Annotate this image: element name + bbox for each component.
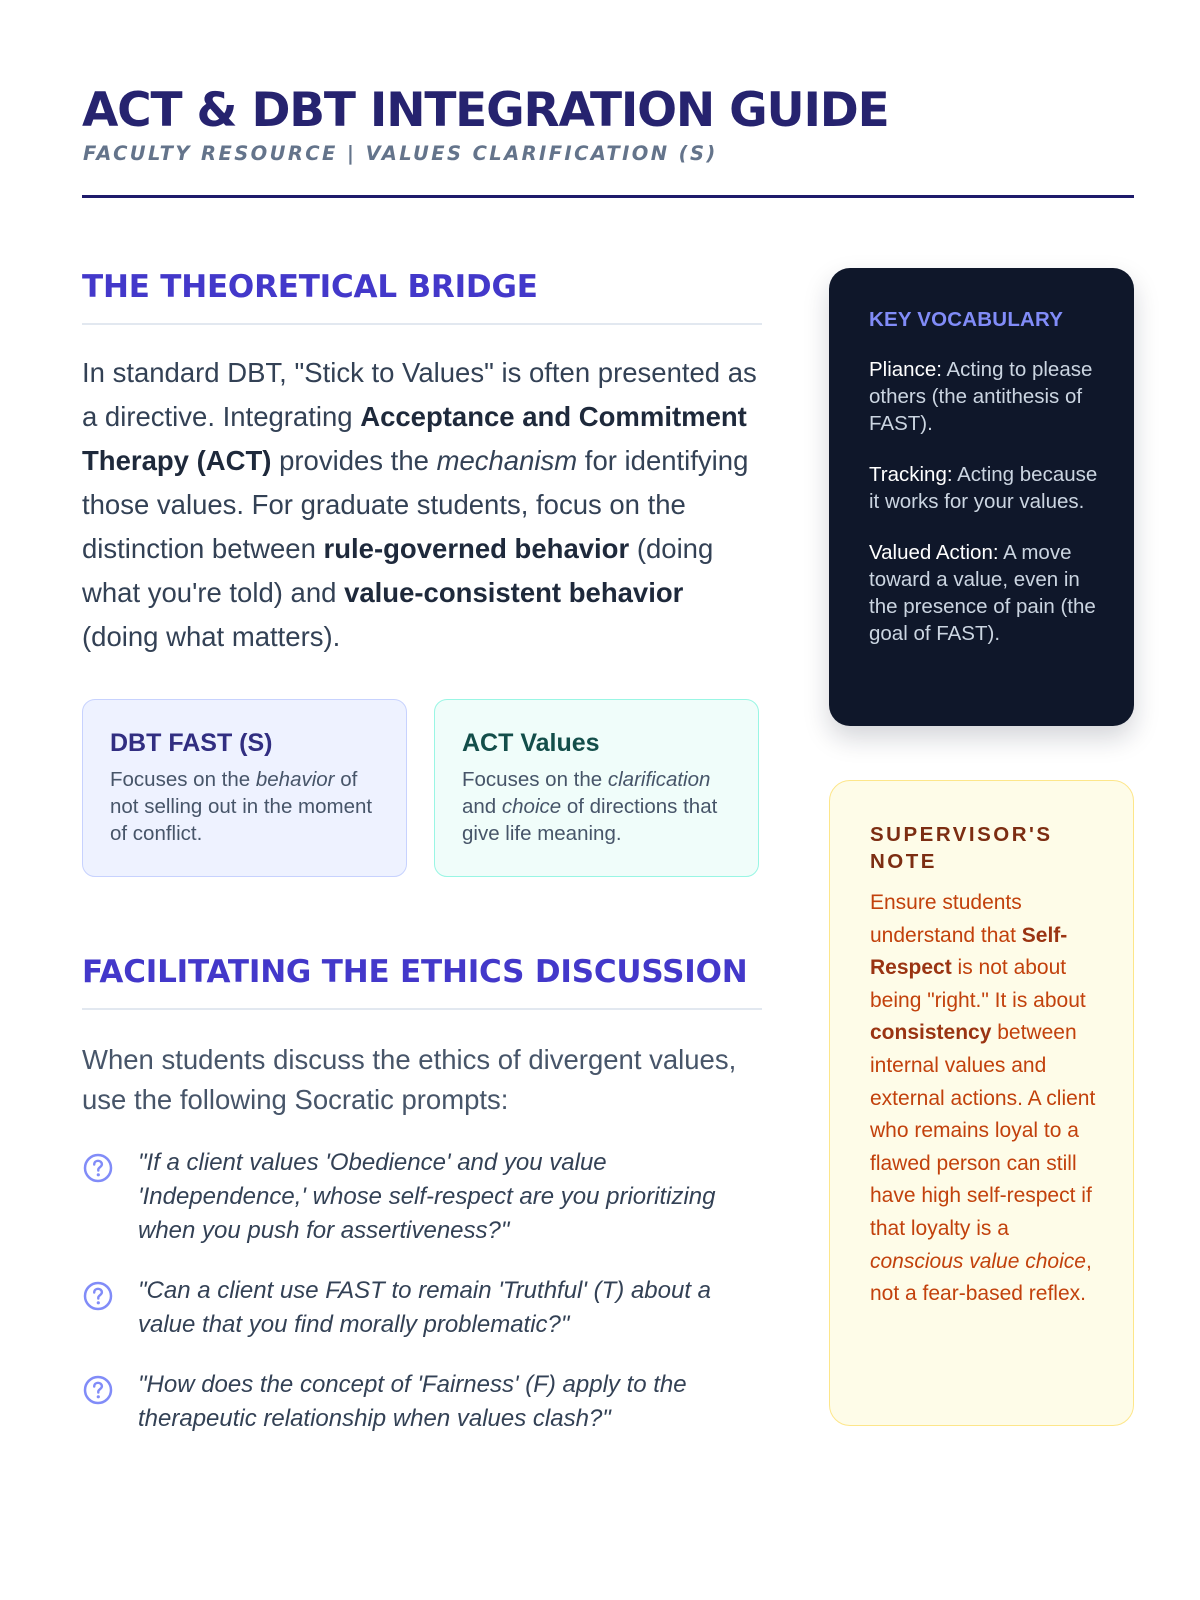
discussion-intro: When students discuss the ethics of divergent values, use the following Socratic prompts: [82,1044,737,1115]
ethics-discussion-section [82,951,762,1436]
supervisors-note-text [870,887,1097,1311]
note-term-self-respect: Self-Respect [870,923,1068,980]
question-circle-icon [82,1280,114,1312]
bridge-term-value-consistent: value-consistent behavior [344,577,684,608]
dbt-text-1: Focuses on the [110,768,256,791]
bridge-text-5: (doing what matters). [82,621,341,652]
key-vocabulary-card [829,268,1134,726]
act-term-choice: choice [501,795,562,818]
document-title: ACT & DBT INTEGRATION GUIDE [82,83,889,138]
comparison-cards [82,699,762,877]
bridge-term-act: Acceptance and Commitment Therapy (ACT) [82,401,747,476]
socratic-prompt-list [82,1146,762,1436]
supervisors-note-heading: SUPERVISOR'S NOTE [870,823,1053,873]
prompt-text: "If a client values 'Obedience' and you value 'Independence,' whose self-respect are you prioritizing when you push for assertiveness?" [138,1149,716,1244]
bridge-paragraph [82,351,762,659]
bridge-term-mechanism: mechanism [436,445,578,476]
prompt-text: "Can a client use FAST to remain 'Truthful' (T) about a value that you find morally problematic?" [138,1277,712,1338]
note-text-2: is not about being "right." It is about [870,956,1086,1012]
section-divider [82,323,762,325]
list-item [82,1146,762,1248]
note-term-conscious-choice: conscious value choice [870,1249,1086,1273]
bridge-text-3: for identifying those values. For graduate students, focus on the distinction between [82,445,749,564]
bridge-text-1: In standard DBT, "Stick to Values" is often presented as a directive. Integrating [82,357,757,432]
vocab-term: Valued Action: [869,541,999,564]
act-term-clarification: clarification [607,768,711,791]
vocab-entry-valued-action [869,539,1098,647]
note-text-4: , not a fear-based reflex. [870,1249,1092,1306]
vocab-entry-tracking [869,461,1098,515]
note-term-consistency: consistency [870,1021,992,1045]
bridge-text-4: (doing what you're told) and [82,533,714,608]
key-vocabulary-heading: KEY VOCABULARY [869,308,1064,331]
dbt-term-behavior: behavior [255,768,335,791]
vocab-entry-pliance [869,356,1098,437]
question-circle-icon [82,1152,114,1184]
main-column [82,266,762,1462]
dbt-text-2: of not selling out in the moment of conflict. [110,768,373,845]
vocab-term: Tracking: [869,463,953,486]
document-subtitle: FACULTY RESOURCE | VALUES CLARIFICATION (S) [83,142,718,165]
dbt-fast-card-text [110,766,380,847]
sidebar [829,268,1134,1426]
vocab-term: Pliance: [869,358,942,381]
list-item [82,1274,762,1342]
bridge-term-rule-governed: rule-governed behavior [323,533,630,564]
act-text-2: and [462,795,502,818]
dbt-fast-card-title: DBT FAST (S) [110,729,273,757]
document-header [82,82,1134,198]
act-values-card-text [462,766,732,847]
dbt-fast-card [82,699,407,877]
supervisors-note-card [829,780,1134,1426]
prompt-text: "How does the concept of 'Fairness' (F) apply to the therapeutic relationship when values clash?" [138,1371,687,1432]
act-values-card [434,699,759,877]
note-text-1: Ensure students understand that [870,891,1022,947]
theoretical-bridge-section [82,266,762,877]
section-title-ethics-discussion: FACILITATING THE ETHICS DISCUSSION [82,954,748,990]
section-divider [82,1008,762,1010]
act-text-1: Focuses on the [462,768,608,791]
vocab-definition: Acting because it works for your values. [869,463,1098,513]
act-text-3: of directions that give life meaning. [462,795,718,845]
list-item [82,1368,762,1436]
note-text-3: between internal values and external actions. A client who remains loyal to a flawed person can still have high self-respect if that loyalty is a [870,1021,1096,1240]
section-title-theoretical-bridge: THE THEORETICAL BRIDGE [82,269,538,305]
vocab-definition: Acting to please others (the antithesis of FAST). [869,358,1093,435]
act-values-card-title: ACT Values [462,729,600,757]
page [82,0,1134,1600]
question-circle-icon [82,1374,114,1406]
bridge-text-2: provides the [271,445,437,476]
vocab-definition: A move toward a value, even in the presence of pain (the goal of FAST). [869,541,1096,645]
